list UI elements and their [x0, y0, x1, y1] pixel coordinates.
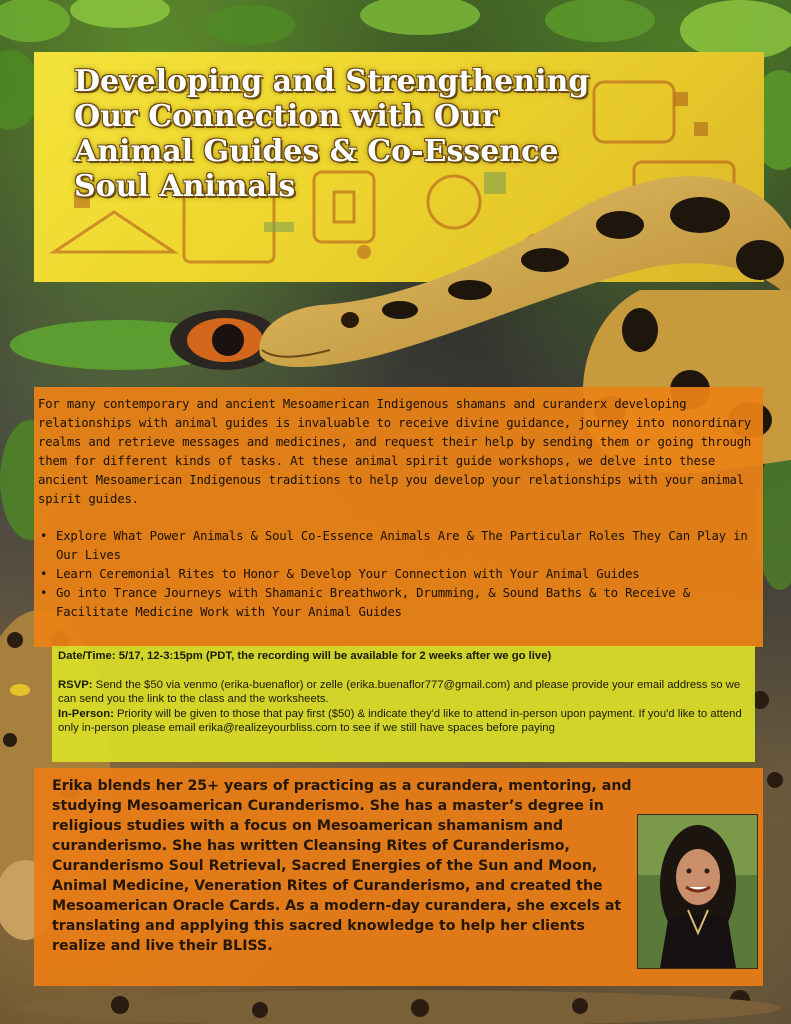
rsvp-text: Send the $50 via venmo (erika-buenaflor) or zelle (erika.buenaflor777@gmail.com) and please provide your email address so we can send you the link to the class and the worksheets.	[58, 678, 741, 706]
bio-paragraph: Erika blends her 25+ years of practicing as a curandera, mentoring, and studying Mesoamerican Curanderismo. She has a master’s degree in religious studies with a focus on Mesoamerican shamanism and curanderismo. She has written Cleansing Rites of Curanderismo, Curanderismo Soul Retrieval, Sacred Energies of the Sun and Moon, Animal Medicine, Veneration Rites of Curanderismo, and created the Mesoamerican Oracle Cards. As a modern-day curandera, she excels at translating and applying this sacred knowledge to help her clients realize and live their BLISS.	[52, 778, 632, 954]
intro-section	[34, 387, 763, 647]
in-person-info	[58, 707, 749, 736]
event-datetime	[58, 649, 749, 664]
list-item: • Learn Ceremonial Rites to Honor & Develop Your Connection with Your Animal Guides	[38, 565, 759, 584]
title-line: Our Connection with Our	[74, 99, 498, 134]
instructor-portrait-photo	[637, 814, 758, 969]
list-item: • Go into Trance Journeys with Shamanic Breathwork, Drumming, & Sound Baths & to Receive & Facilitate Medicine Work with Your Animal Guides	[38, 584, 759, 622]
in-person-label: In-Person:	[58, 707, 114, 720]
rsvp-info	[58, 678, 749, 707]
title-line: Soul Animals	[74, 169, 296, 204]
title-line: Animal Guides & Co-Essence	[74, 134, 559, 169]
rsvp-label: RSVP:	[58, 678, 93, 691]
title-line: Developing and Strengthening	[74, 64, 590, 99]
event-details-section	[52, 646, 755, 762]
intro-paragraph: For many contemporary and ancient Mesoamerican Indigenous shamans and curanderx developing relationships with animal guides is invaluable to receive divine guidance, journey into nonordinary realms and retrieve messages and medicines, and request their help by sending them or going through them for different kinds of tasks. At these animal spirit guide workshops, we delve into these ancient Mesoamerican Indigenous traditions to help you develop your relationships with your animal spirit guides.	[38, 397, 752, 506]
feature-list	[38, 527, 759, 622]
list-item: • Explore What Power Animals & Soul Co-Essence Animals Are & The Particular Roles They Can Play in Our Lives	[38, 527, 759, 565]
in-person-text: Priority will be given to those that pay first ($50) & indicate they'd like to attend in-person upon payment. If you'd like to attend only in-person please email erika@realizeyourbliss.com to see if we still have spaces before paying	[58, 707, 742, 735]
datetime-text: Date/Time: 5/17, 12-3:15pm (PDT, the recording will be available for 2 weeks after we go live)	[58, 650, 552, 662]
